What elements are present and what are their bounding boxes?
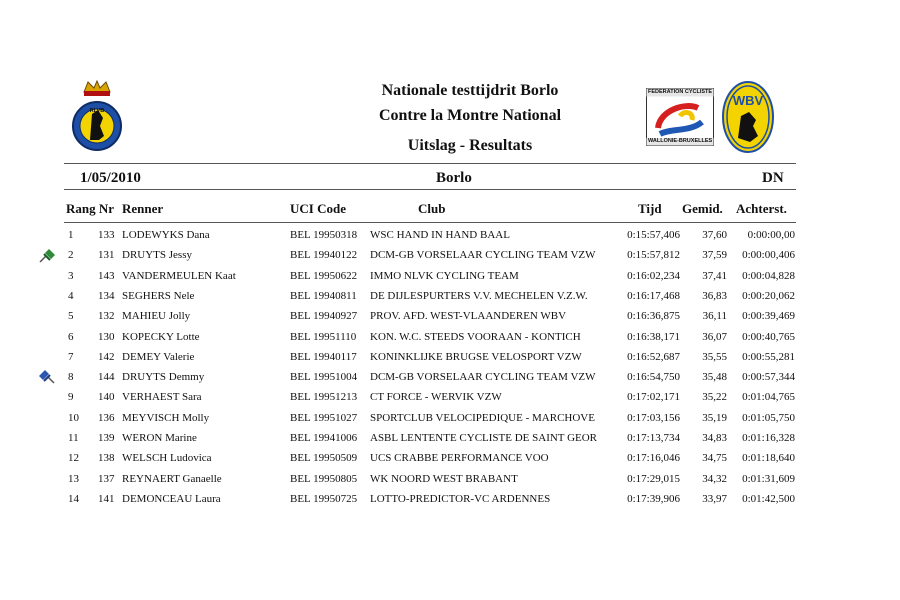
cell-nr: 133 xyxy=(98,229,115,241)
header-divider xyxy=(64,189,796,190)
cell-uci: BEL 19951004 xyxy=(290,371,358,384)
cell-renner: REYNAERT Ganaelle xyxy=(122,472,222,485)
fcwb-logo xyxy=(646,88,714,146)
cell-tijd: 0:16:36,875 xyxy=(627,310,680,323)
cell-club: WSC HAND IN HAND BAAL xyxy=(370,229,510,241)
cell-uci: BEL 19951213 xyxy=(290,391,358,404)
table-row xyxy=(0,351,900,371)
cell-gemid: 37,59 xyxy=(702,249,727,262)
cell-nr: 138 xyxy=(98,452,115,465)
table-row xyxy=(0,270,900,290)
col-tijd: Tijd xyxy=(638,201,662,216)
cell-renner: WELSCH Ludovica xyxy=(122,452,212,465)
cell-tijd: 0:17:39,906 xyxy=(627,492,680,505)
cell-tijd: 0:16:38,171 xyxy=(627,330,680,343)
cell-rang: 14 xyxy=(68,492,79,505)
cell-achterst: 0:00:00,00 xyxy=(747,229,795,241)
cell-uci: BEL 19950805 xyxy=(290,472,358,485)
cell-nr: 139 xyxy=(98,432,115,444)
cell-rang: 12 xyxy=(68,452,79,465)
cell-rang: 9 xyxy=(68,391,74,404)
cell-gemid: 34,32 xyxy=(702,472,727,485)
cell-gemid: 36,07 xyxy=(702,330,727,343)
race-category: DN xyxy=(762,170,784,186)
cell-achterst: 0:01:31,609 xyxy=(742,472,795,485)
cell-renner: DRUYTS Jessy xyxy=(122,249,192,262)
title-line-2: Contre la Montre National xyxy=(378,107,562,124)
cell-achterst: 0:00:55,281 xyxy=(742,350,795,363)
col-renner: Renner xyxy=(122,201,164,216)
table-row xyxy=(0,493,900,513)
cell-achterst: 0:01:05,750 xyxy=(742,411,795,424)
cell-achterst: 0:01:16,328 xyxy=(742,432,795,444)
cell-nr: 143 xyxy=(98,269,115,282)
cell-renner: DEMEY Valerie xyxy=(122,350,195,363)
cell-achterst: 0:00:39,469 xyxy=(742,310,795,323)
green-pushpin-icon xyxy=(38,248,56,264)
cell-rang: 3 xyxy=(68,269,74,282)
cell-renner: MEYVISCH Molly xyxy=(122,411,210,424)
cell-uci: BEL 19951110 xyxy=(290,330,357,343)
cell-tijd: 0:16:52,687 xyxy=(627,350,680,363)
race-location: Borlo xyxy=(436,170,472,186)
table-row xyxy=(0,412,900,432)
title-line-3: Uitslag - Resultats xyxy=(407,137,533,154)
cell-uci: BEL 19941006 xyxy=(290,432,358,444)
cell-nr: 141 xyxy=(98,492,115,505)
cell-achterst: 0:00:57,344 xyxy=(742,371,795,384)
table-row xyxy=(0,310,900,330)
cell-club: UCS CRABBE PERFORMANCE VOO xyxy=(370,452,549,465)
cell-gemid: 34,75 xyxy=(702,452,727,465)
cell-gemid: 35,48 xyxy=(702,371,727,384)
cell-gemid: 36,11 xyxy=(702,310,727,323)
cell-renner: WERON Marine xyxy=(122,432,197,444)
table-row xyxy=(0,290,900,310)
cell-nr: 134 xyxy=(98,289,115,302)
cell-renner: MAHIEU Jolly xyxy=(122,310,191,323)
cell-rang: 8 xyxy=(68,371,74,384)
wbv-logo-icon xyxy=(722,80,774,154)
cell-renner: SEGHERS Nele xyxy=(122,289,195,302)
svg-text:RLVB: RLVB xyxy=(89,108,105,114)
cell-tijd: 0:17:13,734 xyxy=(627,432,680,444)
cell-gemid: 33,97 xyxy=(702,492,727,505)
cell-gemid: 37,41 xyxy=(702,269,727,282)
cell-nr: 131 xyxy=(98,249,115,262)
cell-renner: DRUYTS Demmy xyxy=(122,371,205,384)
cell-nr: 140 xyxy=(98,391,115,404)
cell-achterst: 0:01:04,765 xyxy=(742,391,795,404)
table-row xyxy=(0,432,900,452)
top-divider xyxy=(64,163,796,164)
title-line-1: Nationale testtijdrit Borlo xyxy=(381,82,559,99)
cell-uci: BEL 19940927 xyxy=(290,310,358,323)
cell-club: WK NOORD WEST BRABANT xyxy=(370,472,518,485)
cell-tijd: 0:15:57,406 xyxy=(627,229,680,241)
cell-rang: 4 xyxy=(68,289,74,302)
cell-renner: VERHAEST Sara xyxy=(122,391,202,404)
cell-rang: 2 xyxy=(68,249,74,262)
cell-club: DE DIJLESPURTERS V.V. MECHELEN V.Z.W. xyxy=(370,289,588,302)
cell-gemid: 37,60 xyxy=(702,229,727,241)
cell-tijd: 0:16:54,750 xyxy=(627,371,680,384)
cell-tijd: 0:16:02,234 xyxy=(627,269,680,282)
cell-club: DCM-GB VORSELAAR CYCLING TEAM VZW xyxy=(370,249,596,262)
cell-nr: 137 xyxy=(98,472,115,485)
col-gemid: Gemid. xyxy=(682,201,723,216)
table-row xyxy=(0,229,900,249)
cell-uci: BEL 19950509 xyxy=(290,452,358,465)
table-row xyxy=(0,391,900,411)
cell-gemid: 35,19 xyxy=(702,411,727,424)
cell-achterst: 0:00:40,765 xyxy=(742,330,795,343)
cell-gemid: 36,83 xyxy=(702,289,727,302)
cell-rang: 11 xyxy=(68,432,79,444)
cell-achterst: 0:00:04,828 xyxy=(742,269,795,282)
cell-achterst: 0:00:00,406 xyxy=(742,249,795,262)
cell-uci: BEL 19951027 xyxy=(290,411,358,424)
col-rang-nr: Rang Nr xyxy=(66,201,115,216)
cell-tijd: 0:15:57,812 xyxy=(627,249,680,262)
cell-nr: 136 xyxy=(98,411,115,424)
cell-club: KON. W.C. STEEDS VOORAAN - KONTICH xyxy=(370,330,581,343)
col-club: Club xyxy=(418,201,446,216)
cell-nr: 144 xyxy=(98,371,115,384)
race-date: 1/05/2010 xyxy=(80,170,141,186)
blue-pushpin-icon xyxy=(38,369,56,385)
cell-gemid: 35,55 xyxy=(702,350,727,363)
col-achterst: Achterst. xyxy=(736,201,787,216)
table-row xyxy=(0,452,900,472)
table-row xyxy=(0,371,900,391)
cell-nr: 130 xyxy=(98,330,115,343)
fcwb-logo-top-text: FEDERATION CYCLISTE xyxy=(648,89,713,95)
cell-tijd: 0:16:17,468 xyxy=(627,289,680,302)
cell-tijd: 0:17:29,015 xyxy=(627,472,680,485)
cell-club: SPORTCLUB VELOCIPEDIQUE - MARCHOVE xyxy=(370,411,595,424)
cell-uci: BEL 19940811 xyxy=(290,289,357,302)
cell-uci: BEL 19940117 xyxy=(290,350,357,363)
cell-tijd: 0:17:03,156 xyxy=(627,411,680,424)
cell-rang: 10 xyxy=(68,411,79,424)
fcwb-logo-bottom-text: WALLONIE-BRUXELLES xyxy=(648,138,713,144)
cell-achterst: 0:01:18,640 xyxy=(742,452,795,465)
cell-renner: LODEWYKS Dana xyxy=(122,229,210,241)
cell-club: IMMO NLVK CYCLING TEAM xyxy=(370,269,519,282)
cell-gemid: 34,83 xyxy=(702,432,727,444)
cell-renner: KOPECKY Lotte xyxy=(122,330,200,343)
cell-rang: 5 xyxy=(68,310,74,323)
cell-renner: DEMONCEAU Laura xyxy=(122,492,221,505)
svg-text:WBV: WBV xyxy=(732,93,764,108)
column-header-divider xyxy=(64,222,796,223)
cell-tijd: 0:17:16,046 xyxy=(627,452,680,465)
cell-club: LOTTO-PREDICTOR-VC ARDENNES xyxy=(370,492,551,505)
cell-rang: 6 xyxy=(68,330,74,343)
cell-achterst: 0:01:42,500 xyxy=(742,492,795,505)
cell-gemid: 35,22 xyxy=(702,391,727,404)
cell-club: PROV. AFD. WEST-VLAANDEREN WBV xyxy=(370,310,567,323)
cell-achterst: 0:00:20,062 xyxy=(742,289,795,302)
cell-nr: 132 xyxy=(98,310,115,323)
cell-uci: BEL 19950318 xyxy=(290,229,358,241)
cell-club: KONINKLIJKE BRUGSE VELOSPORT VZW xyxy=(370,350,582,363)
col-uci: UCI Code xyxy=(290,201,346,216)
cell-tijd: 0:17:02,171 xyxy=(627,391,680,404)
cell-uci: BEL 19950725 xyxy=(290,492,358,505)
cell-club: CT FORCE - WERVIK VZW xyxy=(370,391,502,404)
table-row xyxy=(0,331,900,351)
cell-rang: 1 xyxy=(68,229,74,241)
table-row xyxy=(0,249,900,269)
cell-club: DCM-GB VORSELAAR CYCLING TEAM VZW xyxy=(370,371,596,384)
table-row xyxy=(0,473,900,493)
cell-club: ASBL LENTENTE CYCLISTE DE SAINT GEOR xyxy=(370,432,598,444)
cell-rang: 7 xyxy=(68,350,74,363)
cell-uci: BEL 19940122 xyxy=(290,249,358,262)
cell-nr: 142 xyxy=(98,350,115,363)
rlvb-logo-icon xyxy=(70,80,124,156)
cell-uci: BEL 19950622 xyxy=(290,269,358,282)
cell-renner: VANDERMEULEN Kaat xyxy=(122,269,236,282)
cell-rang: 13 xyxy=(68,472,79,485)
